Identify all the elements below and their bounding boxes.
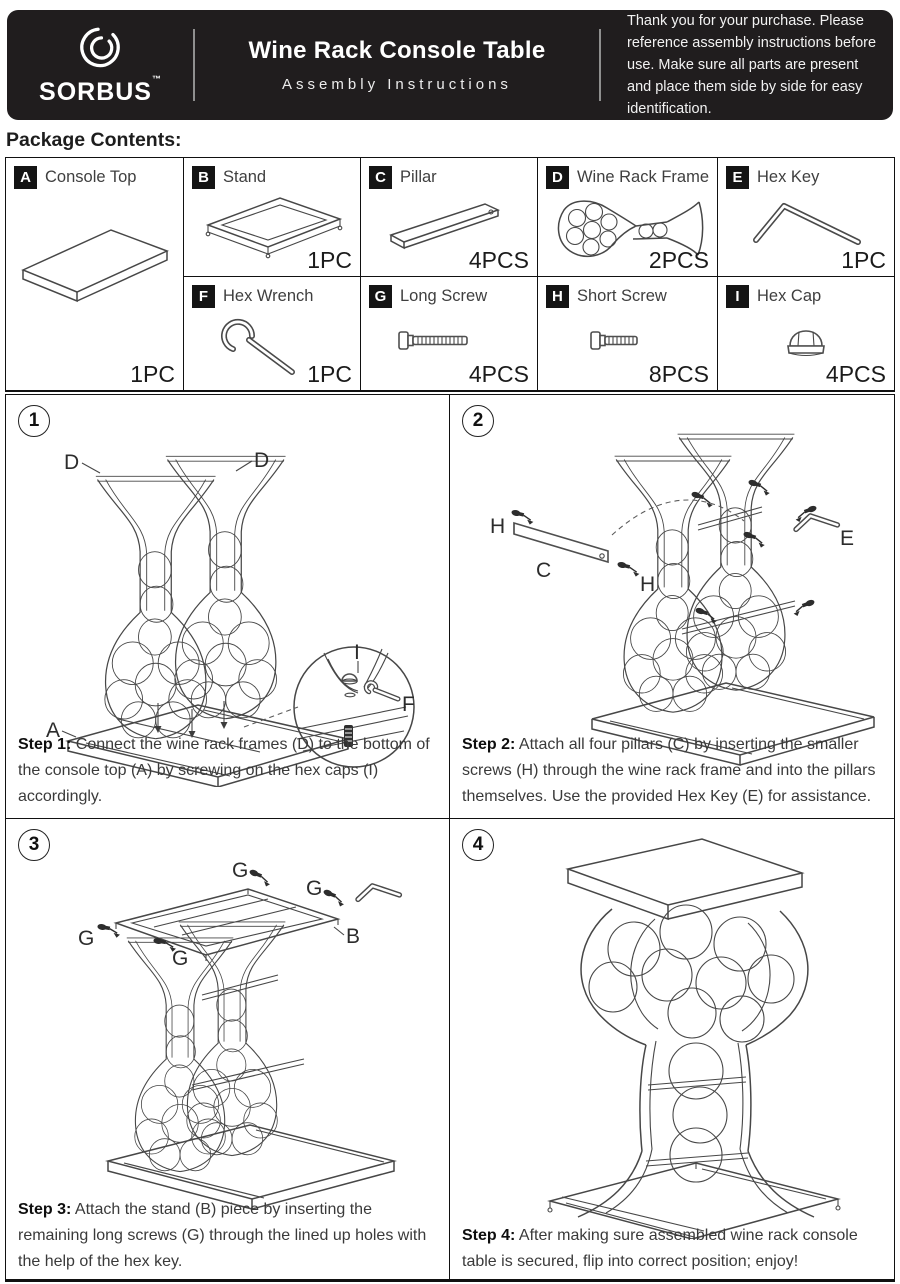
part-letter-badge: D: [546, 166, 569, 189]
part-qty: 8PCS: [648, 361, 709, 387]
package-contents-heading: Package Contents:: [6, 129, 182, 151]
part-cell-stand: [183, 158, 360, 276]
part-name: Long Screw: [399, 287, 488, 305]
step-2-panel: [450, 395, 894, 819]
label-hex-cap: I: [354, 641, 360, 664]
part-name: Hex Cap: [757, 287, 822, 305]
step-3-diagram: [6, 833, 450, 1225]
step-4-label: Step 4:: [462, 1227, 516, 1244]
part-letter-badge: F: [192, 285, 215, 308]
step-1-label: Step 1:: [18, 736, 72, 753]
console-top-icon: [11, 214, 177, 324]
step-1-caption: [18, 732, 439, 810]
brand-logo: [7, 24, 193, 107]
brand-name: [39, 74, 161, 107]
brand-text: SORBUS: [39, 77, 152, 106]
part-letter-badge: E: [726, 166, 749, 189]
label-hex-key: E: [840, 527, 855, 550]
step-1-text: Connect the wine rack frames (D) to the bottom of the console top (A) by screwing on the hex caps (I) accordingly.: [18, 736, 430, 805]
label-g3: G: [78, 927, 95, 950]
part-cell-wine-rack-frame: [537, 158, 717, 276]
part-qty: 1PC: [841, 247, 886, 273]
step-2-label: Step 2:: [462, 736, 516, 753]
part-qty: 1PC: [307, 361, 352, 387]
part-qty: 1PC: [307, 247, 352, 273]
step-3-caption: [18, 1197, 439, 1275]
part-name: Pillar: [399, 168, 437, 186]
steps-grid: [5, 394, 895, 1282]
part-letter-badge: G: [369, 285, 392, 308]
title-block: [195, 37, 599, 93]
header-banner: [7, 10, 893, 120]
parts-grid: [5, 157, 895, 392]
label-stand: B: [346, 925, 361, 948]
step-3-label: Step 3:: [18, 1201, 72, 1218]
part-cell-console-top: [6, 158, 183, 390]
part-cell-hex-key: [717, 158, 894, 276]
part-cell-pillar: [360, 158, 537, 276]
step-3-text: Attach the stand (B) piece by inserting the remaining long screws (G) through the lined up holes with the help of the hex key.: [18, 1201, 427, 1270]
step-number: 4: [472, 834, 484, 855]
step-4-text: After making sure assembled wine rack console table is secured, flip into correct position; enjoy!: [462, 1227, 858, 1270]
label-screw-left: H: [490, 515, 506, 538]
part-letter-badge: I: [726, 285, 749, 308]
step-4-caption: [462, 1223, 884, 1275]
label-screw-right: H: [640, 573, 656, 596]
part-name: Wine Rack Frame: [576, 168, 709, 186]
part-header: [6, 158, 183, 189]
part-cell-long-screw: [360, 276, 537, 390]
part-name: Stand: [222, 168, 267, 186]
step-2-caption: [462, 732, 884, 810]
step-2-diagram: [450, 413, 894, 773]
part-qty: 4PCS: [825, 361, 886, 387]
sorbus-logo-icon: [77, 24, 123, 70]
label-frame-left: D: [64, 451, 80, 474]
label-g1: G: [232, 859, 249, 882]
label-console-top: A: [46, 719, 61, 742]
part-qty: 4PCS: [468, 361, 529, 387]
part-letter-badge: A: [14, 166, 37, 189]
part-letter-badge: B: [192, 166, 215, 189]
part-qty: 2PCS: [648, 247, 709, 273]
part-qty: 1PC: [130, 361, 175, 387]
label-frame-right: D: [254, 449, 270, 472]
trademark-symbol: ™: [151, 73, 161, 84]
part-letter-badge: C: [369, 166, 392, 189]
step-number: 2: [472, 410, 484, 431]
step-1-panel: [6, 395, 450, 819]
label-pillar: C: [536, 559, 552, 582]
step-3-panel: [6, 819, 450, 1279]
step-4-diagram: [450, 831, 894, 1239]
part-cell-short-screw: [537, 276, 717, 390]
part-cell-hex-wrench: [183, 276, 360, 390]
purchase-note: Thank you for your purchase. Please reference assembly instructions before use. Make sure all parts are present and place them side by side for easy identification.: [627, 13, 877, 117]
step-4-panel: [450, 819, 894, 1279]
step-number: 1: [28, 410, 40, 431]
part-qty: 4PCS: [468, 247, 529, 273]
step-2-text: Attach all four pillars (C) by inserting the smaller screws (H) through the wine rack frame and into the pillars themselves. Use the provided Hex Key (E) for assistance.: [462, 736, 876, 805]
page-title: Wine Rack Console Table: [248, 37, 546, 64]
page-subtitle: Assembly Instructions: [282, 76, 512, 93]
step-number: 3: [28, 834, 40, 855]
part-cell-hex-cap: [717, 276, 894, 390]
label-hex-wrench: F: [402, 693, 415, 716]
part-name: Short Screw: [576, 287, 667, 305]
label-g2: G: [306, 877, 323, 900]
label-g4: G: [172, 947, 189, 970]
part-name: Hex Wrench: [222, 287, 314, 305]
part-letter-badge: H: [546, 285, 569, 308]
part-name: Hex Key: [757, 168, 820, 186]
part-name: Console Top: [45, 168, 137, 186]
